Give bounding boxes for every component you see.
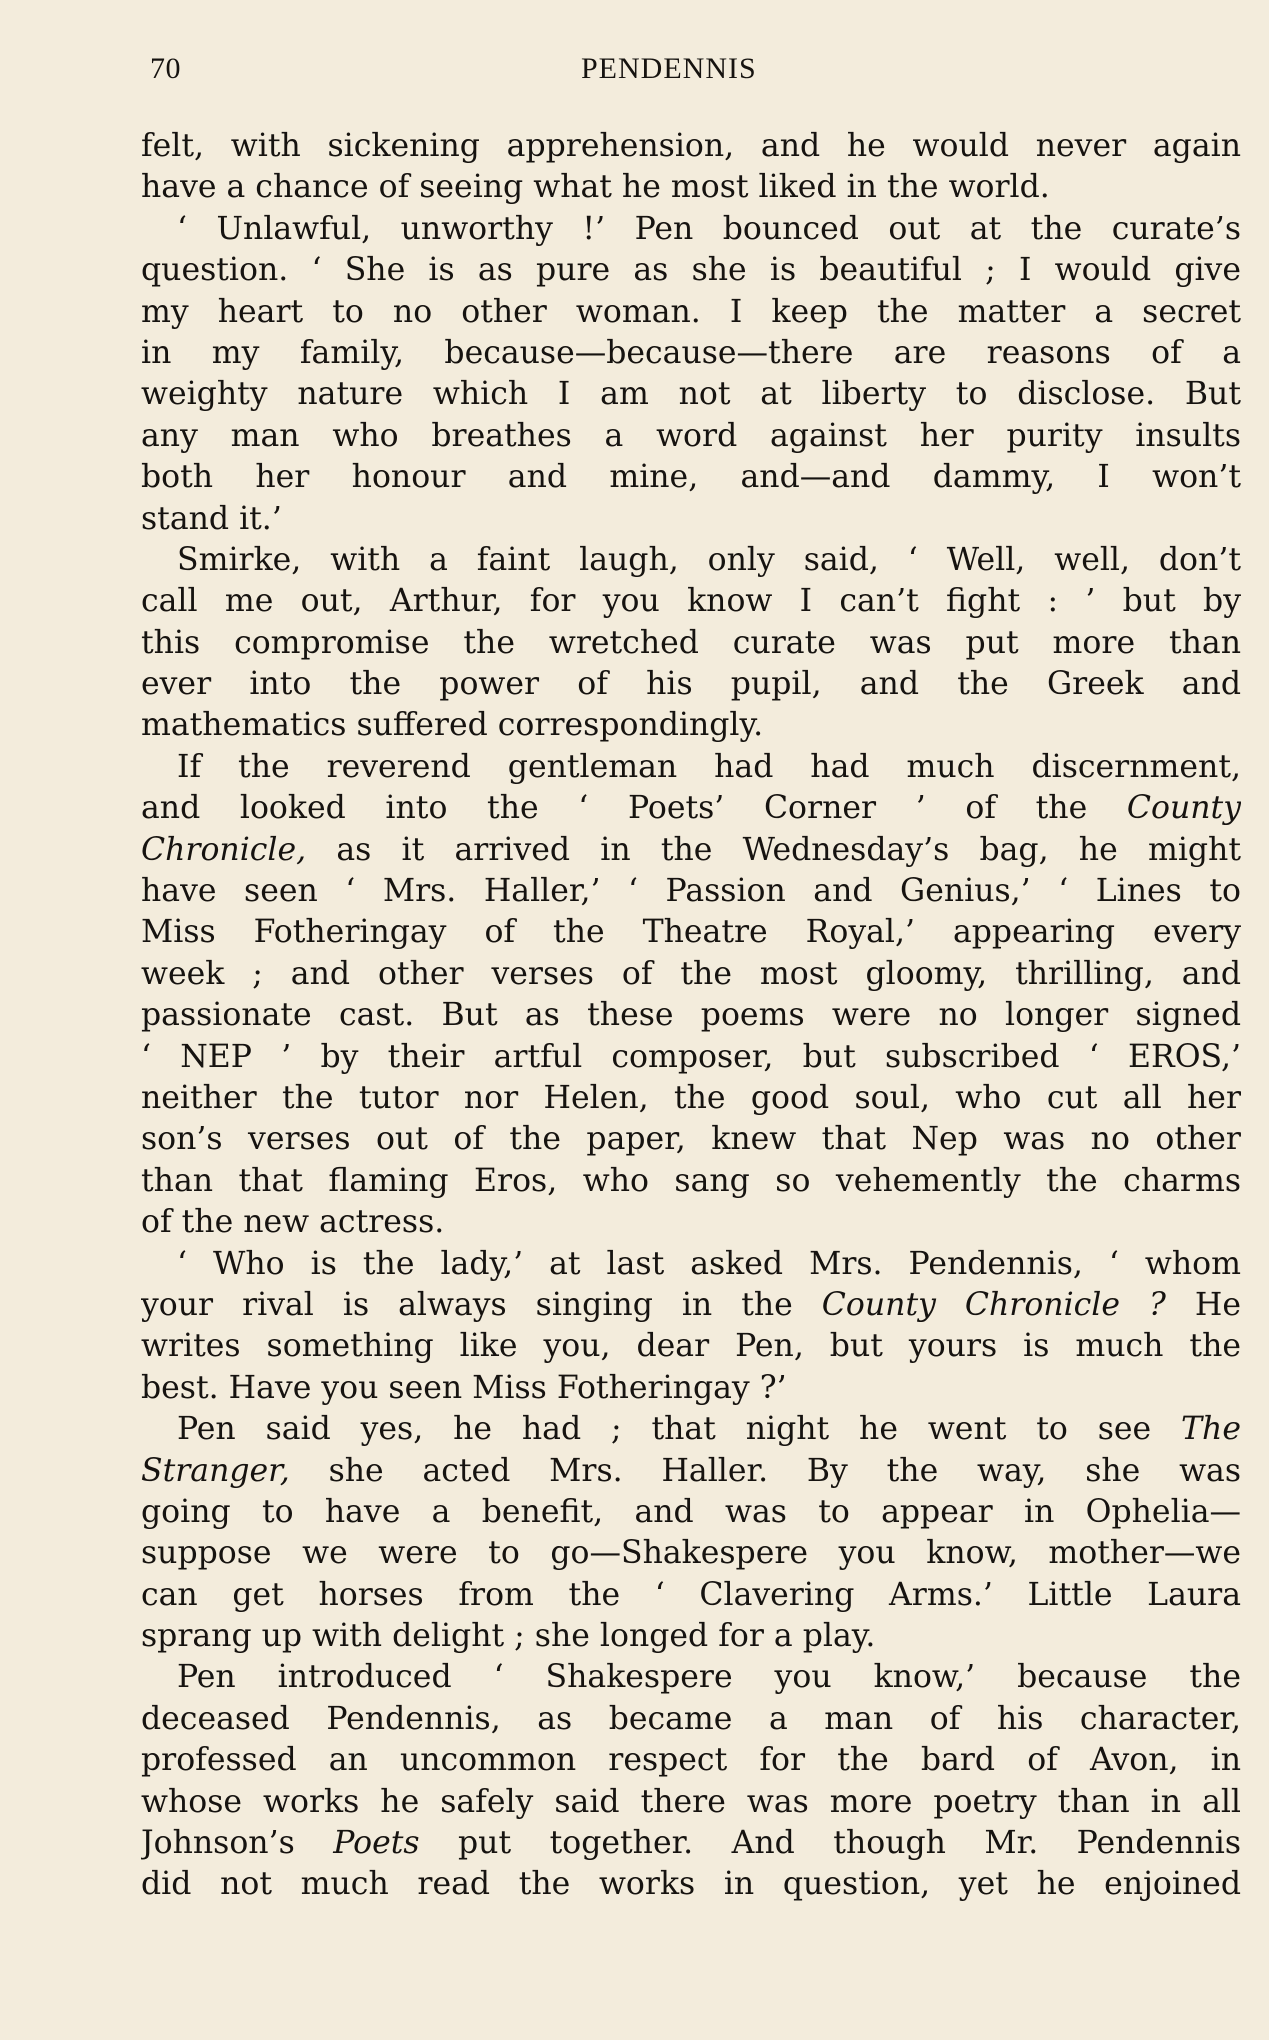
text-line [141,1740,1241,1781]
text-segment: than that flaming Eros, who sang so vehemently the charms [141,1162,1241,1199]
text-segment: Pen introduced ‘ Shakespere you know,’ because the [177,1659,1241,1696]
text-line [141,912,1241,953]
text-line [141,705,1241,746]
text-line [141,167,1241,208]
text-segment: both her honour and mine, and—and dammy, I won’t [141,459,1241,496]
italic-text: The [1181,1411,1241,1448]
text-segment: stand it.’ [141,500,282,537]
text-segment: have seen ‘ Mrs. Haller,’ ‘ Passion and Genius,’ ‘ Lines to [141,873,1241,910]
text-segment: any man who breathes a word against her purity insults [141,417,1241,454]
running-head [141,52,1241,94]
text-segment: ‘ NEP ’ by their artful composer, but subscribed ‘ EROS,’ [141,1038,1241,1075]
text-segment: He [1165,1286,1241,1323]
text-line [141,581,1241,622]
text-segment: Smirke, with a faint laugh, only said, ‘ Well, well, don’t [177,541,1241,578]
text-segment: she acted Mrs. Haller. By the way, she was [289,1452,1241,1489]
running-title: PENDENNIS [581,52,757,85]
text-line [141,1533,1241,1574]
text-segment: best. Have you seen Miss Fotheringay ?’ [141,1369,787,1406]
italic-text: County Chronicle ? [821,1286,1166,1323]
text-line [141,1782,1241,1823]
text-segment: put together. And though Mr. Pendennis [419,1825,1241,1862]
text-line [141,1078,1241,1119]
text-segment: If the reverend gentleman had had much discernment, [177,748,1241,785]
text-line [141,1037,1241,1078]
text-line [141,250,1241,291]
text-line [141,1326,1241,1367]
text-segment: ever into the power of his pupil, and the Greek and [141,666,1241,703]
text-segment: Pen said yes, he had ; that night he went to see [177,1411,1182,1448]
text-segment: passionate cast. But as these poems were no longer signed [141,997,1241,1034]
text-line [141,1492,1241,1533]
text-segment: mathematics suffered correspondingly. [141,707,764,744]
text-line [141,1616,1241,1657]
text-line [141,126,1241,167]
text-line [141,1699,1241,1740]
text-line [141,1202,1241,1243]
text-segment: and looked into the ‘ Poets’ Corner ’ of the [141,790,1127,827]
book-page [141,52,1241,1906]
text-line [141,1409,1241,1450]
text-line [141,664,1241,705]
text-segment: felt, with sickening apprehension, and he would never again [141,128,1241,164]
italic-text: County [1126,790,1241,827]
text-segment: ‘ Unlawful, unworthy !’ Pen bounced out at the curate’s [177,210,1241,247]
text-segment: ‘ Who is the lady,’ at last asked Mrs. Pendennis, ‘ whom [177,1245,1241,1282]
text-line [141,623,1241,664]
body-text [141,126,1241,1906]
text-segment: this compromise the wretched curate was put more than [141,624,1241,661]
text-line [141,499,1241,540]
italic-text: Chronicle, [141,831,307,868]
text-segment: can get horses from the ‘ Clavering Arms.’ Little Laura [141,1576,1241,1613]
text-line [141,1864,1241,1905]
text-segment: of the new actress. [141,1204,445,1241]
text-line [141,1823,1241,1864]
text-segment: my heart to no other woman. I keep the matter a secret [141,293,1241,330]
text-line [141,1368,1241,1409]
text-line [141,830,1241,871]
text-line [141,995,1241,1036]
text-line [141,954,1241,995]
text-segment: neither the tutor nor Helen, the good soul, who cut all her [141,1079,1241,1116]
text-segment: son’s verses out of the paper, knew that Nep was no other [141,1121,1241,1158]
text-line [141,540,1241,581]
text-line [141,292,1241,333]
text-line [141,1657,1241,1698]
text-segment: did not much read the works in question, yet he enjoined [141,1866,1241,1903]
text-line [141,333,1241,374]
text-segment: in my family, because—because—there are reasons of a [141,334,1241,371]
text-segment: going to have a benefit, and was to appear in Ophelia— [141,1493,1241,1530]
text-line [141,1244,1241,1285]
text-segment: Miss Fotheringay of the Theatre Royal,’ appearing every [141,914,1241,951]
text-line [141,374,1241,415]
text-segment: weighty nature which I am not at liberty to disclose. But [141,376,1241,413]
text-line [141,209,1241,250]
italic-text: Stranger, [141,1452,290,1489]
text-line [141,747,1241,788]
text-line [141,1451,1241,1492]
text-segment: suppose we were to go—Shakespere you know, mother—we [141,1535,1241,1572]
text-segment: as it arrived in the Wednesday’s bag, he might [306,831,1241,868]
text-segment: question. ‘ She is as pure as she is beautiful ; I would give [141,252,1241,289]
text-line [141,871,1241,912]
text-segment: writes something like you, dear Pen, but yours is much the [141,1328,1241,1365]
text-line [141,457,1241,498]
text-segment: professed an uncommon respect for the bard of Avon, in [141,1742,1241,1779]
text-segment: deceased Pendennis, as became a man of his character, [141,1700,1241,1737]
text-segment: your rival is always singing in the [141,1286,822,1323]
italic-text: Poets [333,1825,420,1862]
text-segment: whose works he safely said there was more poetry than in all [141,1783,1241,1820]
text-line [141,1575,1241,1616]
text-segment: Johnson’s [141,1825,334,1862]
text-line [141,416,1241,457]
text-segment: week ; and other verses of the most gloomy, thrilling, and [141,955,1241,992]
text-line [141,1285,1241,1326]
text-segment: have a chance of seeing what he most liked in the world. [141,169,1050,206]
text-segment: sprang up with delight ; she longed for a play. [141,1618,876,1655]
text-line [141,1119,1241,1160]
text-segment: call me out, Arthur, for you know I can’t fight : ’ but by [141,583,1241,620]
text-line [141,788,1241,829]
page-number: 70 [150,52,181,85]
text-line [141,1161,1241,1202]
